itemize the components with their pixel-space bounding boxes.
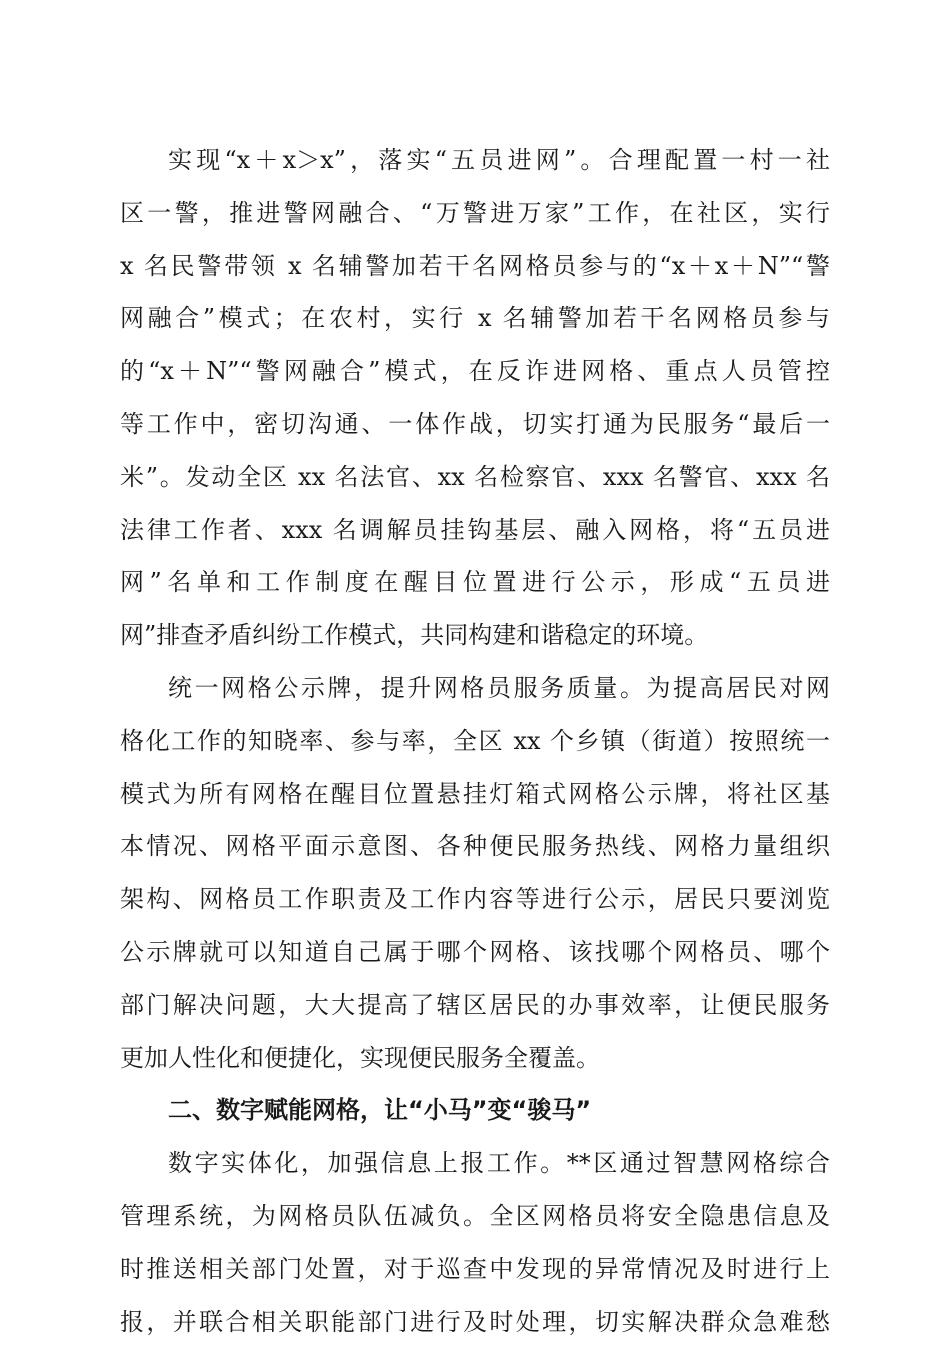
paragraph (120, 1137, 830, 1348)
text-line: 米”。发动全区 xx 名法官、xx 名检察官、xxx 名警官、xxx 名 (120, 462, 830, 491)
text-line: 管理系统，为网格员队伍减负。全区网格员将安全隐患信息及 (120, 1201, 830, 1230)
text-line: 更加人性化和便捷化，实现便民服务全覆盖。 (120, 1043, 600, 1072)
text-line: 的“x＋N”“警网融合”模式，在反诈进网格、重点人员管控 (120, 357, 830, 386)
text-line: 格化工作的知晓率、参与率，全区 xx 个乡镇（街道）按照统一 (120, 726, 830, 755)
text-line: x 名民警带领 x 名辅警加若干名网格员参与的“x＋x＋N”“警 (120, 251, 830, 280)
text-line: 区一警，推进警网融合、“万警进万家”工作，在社区，实行 (120, 198, 830, 227)
text-line: 数字实体化，加强信息上报工作。**区通过智慧网格综合 (168, 1149, 830, 1178)
text-line: 时推送相关部门处置，对于巡查中发现的异常情况及时进行上 (120, 1254, 830, 1283)
text-line: 公示牌就可以知道自己属于哪个网格、该找哪个网格员、哪个 (120, 937, 830, 966)
text-line: 实现“x＋x＞x”，落实“五员进网”。合理配置一村一社 (168, 146, 830, 174)
text-line: 统一网格公示牌，提升网格员服务质量。为提高居民对网 (168, 673, 830, 702)
text-line: 法律工作者、xxx 名调解员挂钩基层、融入网格，将“五员进 (120, 515, 830, 544)
text-line: 本情况、网格平面示意图、各种便民服务热线、网格力量组织 (120, 832, 830, 861)
text-line: 等工作中，密切沟通、一体作战，切实打通为民服务“最后一 (120, 409, 830, 438)
text-line: 架构、网格员工作职责及工作内容等进行公示，居民只要浏览 (120, 885, 830, 914)
paragraph (120, 662, 830, 1084)
document-body (120, 134, 830, 1348)
text-line: 部门解决问题，大大提高了辖区居民的办事效率，让便民服务 (120, 990, 830, 1019)
text-line: 模式为所有网格在醒目位置悬挂灯箱式网格公示牌，将社区基 (120, 779, 830, 808)
paragraph (120, 134, 830, 662)
text-line: 网融合”模式；在农村，实行 x 名辅警加若干名网格员参与 (120, 304, 830, 333)
section-heading: 二、数字赋能网格，让“小马”变“骏马” (168, 1096, 592, 1125)
text-line: 网”排查矛盾纠纷工作模式，共同构建和谐稳定的环境。 (120, 621, 709, 650)
text-line: 报，并联合相关职能部门进行及时处理，切实解决群众急难愁 (120, 1307, 830, 1336)
text-line: 网”名单和工作制度在醒目位置进行公示，形成“五员进 (120, 568, 830, 597)
